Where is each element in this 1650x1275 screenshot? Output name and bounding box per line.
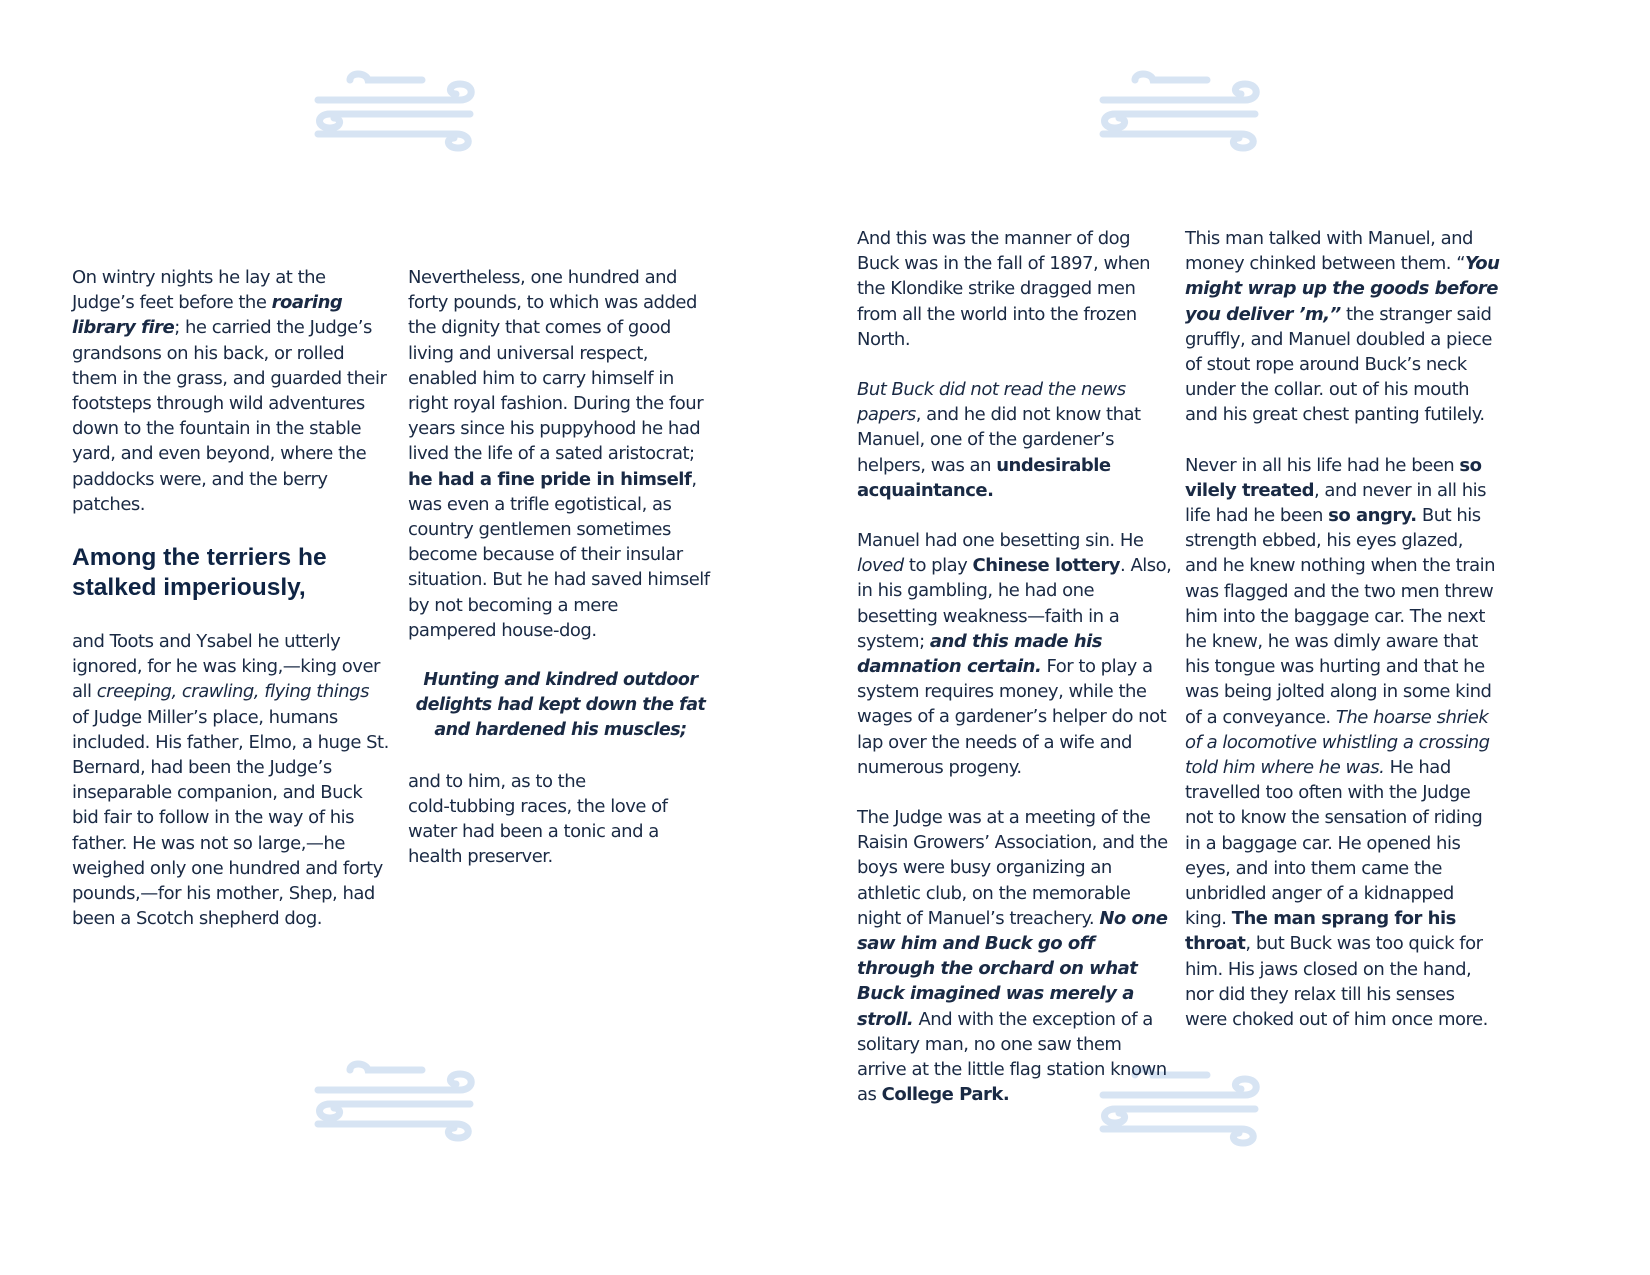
text-run: But his strength ebbed, his eyes glazed, and he knew nothing when the train was flagged and the two men threw him into the baggage car. The next he knew, he was dimly aware that his tongue was hurting and that he was being jolted along in some kind of a conveyance. [1185,505,1496,728]
text-run: For to play a system requires money, while the wages of a gardener’s helper do not lap over the needs of a wife and numerous progeny. [857,656,1167,778]
text-run: On wintry nights he lay at the Judge’s feet before the [72,267,326,314]
text-run: Chinese lottery [972,555,1120,577]
text-run: , and never in all his life had he been [1185,479,1487,527]
text-run: , but Buck was too quick for him. His jaws closed on the hand, nor did they relax till his senses were choked out of him once more. [1185,933,1488,1031]
text-run: , was even a trifle egotistical, as country gentlemen sometimes become because of their insular situation. But he had saved himself by not becoming a mere [408,468,710,616]
text-run: But Buck did not read the news papers [857,379,1126,426]
paragraph [857,226,1172,352]
paragraph [72,265,390,517]
text-run: The Judge was at a meeting of the Raisin Growers’ Association, and the boys were busy organizing an athletic club, on the memorable night of Manuel’s treachery. [857,807,1168,929]
text-run: to play [903,555,973,577]
paragraph: cold-tubbing races, the love of water had been a tonic and a health preserver. [408,795,668,868]
text-run: This man talked with Manuel, and money chinked between them. “ [1185,228,1473,275]
text-run: so vilely treated [1185,454,1482,501]
paragraph [857,805,1172,1107]
pull-quote: Hunting and kindred outdoor delights had kept down the fat and hardened his muscles; [415,670,706,741]
paragraph: and to him, as to the [408,770,586,792]
text-run: The hoarse shriek of a locomotive whistling a crossing told him where he was. [1185,706,1490,779]
text-run: loved [857,555,904,577]
text-run: And with the exception of a solitary man, no one saw them arrive at the little flag station known as [857,1008,1167,1106]
text-run: , and he did not know that Manuel, one of the gardener’s helpers, was an [857,404,1141,476]
section-heading: Among the terriers he stalked imperiously, [72,544,327,602]
paragraph [1185,226,1500,428]
text-run: You might wrap up the goods before you deliver ’m,” [1185,253,1500,325]
text-run: Never in all his life had he been [1185,454,1460,476]
text-run: ; he carried the Judge’s grandsons on his back, or rolled them in the grass, and guarded their footsteps through wild adventures down to the fountain in the stable yard, and even beyond, where the paddocks were, and the berry patches. [72,317,387,515]
paragraph [408,265,713,618]
paragraph [1185,453,1500,1033]
cloud-swirl-icon [310,70,480,152]
left-page-column-1 [72,265,390,931]
text-run: so angry. [1328,505,1417,527]
text-run: The man sprang for his throat [1185,908,1456,955]
cloud-swirl-icon [310,1060,480,1142]
right-page-column-2 [1185,226,1500,1032]
cloud-swirl-icon [1095,70,1265,152]
text-run: he had a fine pride in himself [408,468,692,490]
text-run: No one saw him and Buck go off through the orchard on what Buck imagined was merely a stroll. [857,907,1168,1030]
text-run: of Judge Miller’s place, humans included. His father, Elmo, a huge St. Bernard, had been the Judge’s inseparable companion, and Buck bid fair to follow in the way of his father. He was not so large,—he weighed only one hundred and forty pounds,—for his mother, Shep, had been a Scotch shepherd dog. [72,706,389,930]
right-page-column-1 [857,226,1172,1108]
text-run: roaring library fire [72,292,343,339]
text-run: . Also, in his gambling, he had one besetting weakness—faith in a system; [857,555,1172,652]
text-run: Manuel had one besetting sin. He [857,530,1144,552]
paragraph [857,528,1172,780]
paragraph: pampered house-dog. [408,619,597,641]
text-run: and this made his damnation certain. [857,630,1103,678]
text-run: Nevertheless, one hundred and forty pounds, to which was added the dignity that comes of good living and universal respect, enabled him to carry himself in right royal fashion. During the four years since his puppyhood he had lived the life of a sated aristocrat; [408,267,704,465]
text-run: and Toots and Ysabel he utterly ignored, for he was king,—king over all [72,631,380,703]
text-run: He had travelled too often with the Judge not to know the sensation of riding in a baggage car. He opened his eyes, and into them came the unbridled anger of a kidnapped king. [1185,757,1483,930]
paragraph [72,629,390,931]
text-run: College Park. [881,1084,1010,1106]
text-run: creeping, crawling, flying things [96,681,369,703]
text-run: And this was the manner of dog Buck was in the fall of 1897, when the Klondike strike dragged men from all the world into the frozen North. [857,228,1151,350]
text-run: the stranger said gruffly, and Manuel doubled a piece of stout rope around Buck’s neck under the collar. out of his mouth and his great chest panting futilely. [1185,303,1492,426]
paragraph [857,377,1172,503]
text-run: undesirable acquaintance. [857,454,1111,501]
left-page-column-2 [408,265,713,869]
